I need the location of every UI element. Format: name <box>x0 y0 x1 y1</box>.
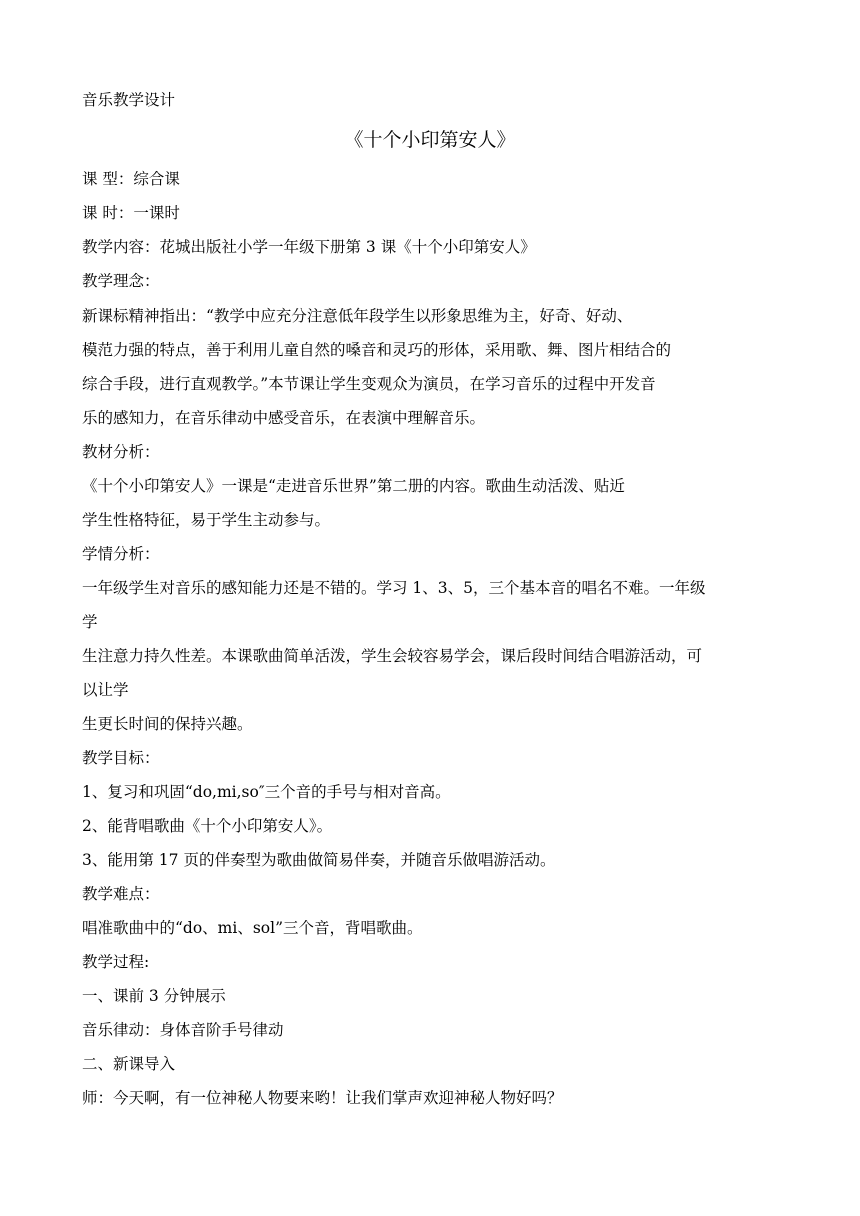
paragraph-line: 《十个小印第安人》一课是“走进音乐世界”第二册的内容。歌曲生动活泼、贴近 <box>82 477 625 495</box>
goal-item: 1、复习和巩固“do,mi,so″三个音的手号与相对音高。 <box>82 783 451 801</box>
section-heading-process: 教学过程: <box>82 953 150 971</box>
paragraph-line: 乐的感知力，在音乐律动中感受音乐，在表演中理解音乐。 <box>82 409 486 427</box>
section-heading-philosophy: 教学理念： <box>82 272 160 290</box>
lesson-content: 教学内容：花城出版社小学一年级下册第 3 课《十个小印第安人》 <box>82 238 536 256</box>
paragraph-line: 师：今天啊，有一位神秘人物要来哟！让我们掌声欢迎神秘人物好吗？ <box>82 1089 563 1107</box>
lesson-type: 课 型：综合课 <box>82 170 180 188</box>
document-title: 《十个小印第安人》 <box>344 129 516 151</box>
paragraph-line: 新课标精神指出：“教学中应充分注意低年段学生以形象思维为主，好奇、好动、 <box>82 307 633 325</box>
paragraph-line: 唱准歌曲中的“do、mi、sol”三个音，背唱歌曲。 <box>82 919 423 937</box>
paragraph-line: 生更长时间的保持兴趣。 <box>82 715 253 733</box>
section-heading-difficulty: 教学难点： <box>82 885 160 903</box>
paragraph-line: 模范力强的特点，善于利用儿童自然的嗓音和灵巧的形体，采用歌、舞、图片相结合的 <box>82 341 672 359</box>
section-heading-material: 教材分析： <box>82 443 160 461</box>
lesson-duration: 课 时：一课时 <box>82 204 180 222</box>
paragraph-line: 学生性格特征，易于学生主动参与。 <box>82 511 331 529</box>
goal-item: 3、能用第 17 页的伴奏型为歌曲做简易伴奏，并随音乐做唱游活动。 <box>82 851 556 869</box>
paragraph-line: 生注意力持久性差。本课歌曲简单活泼，学生会较容易学会，课后段时间结合唱游活动，可 <box>82 647 703 665</box>
goal-item: 2、能背唱歌曲《十个小印第安人》。 <box>82 817 333 835</box>
process-step: 一、课前 3 分钟展示 <box>82 987 226 1005</box>
paragraph-line: 以让学 <box>82 681 129 699</box>
process-step: 二、新课导入 <box>82 1055 176 1073</box>
paragraph-line: 学 <box>82 613 98 631</box>
section-heading-goals: 教学目标： <box>82 749 160 767</box>
section-heading-students: 学情分析： <box>82 545 160 563</box>
paragraph-line: 音乐律动：身体音阶手号律动 <box>82 1021 284 1039</box>
document-header: 音乐教学设计 <box>82 91 176 109</box>
paragraph-line: 综合手段，进行直观教学。”本节课让学生变观众为演员，在学习音乐的过程中开发音 <box>82 375 656 393</box>
paragraph-line: 一年级学生对音乐的感知能力还是不错的。学习 1、3、5，三个基本音的唱名不难。一年级 <box>82 579 706 597</box>
